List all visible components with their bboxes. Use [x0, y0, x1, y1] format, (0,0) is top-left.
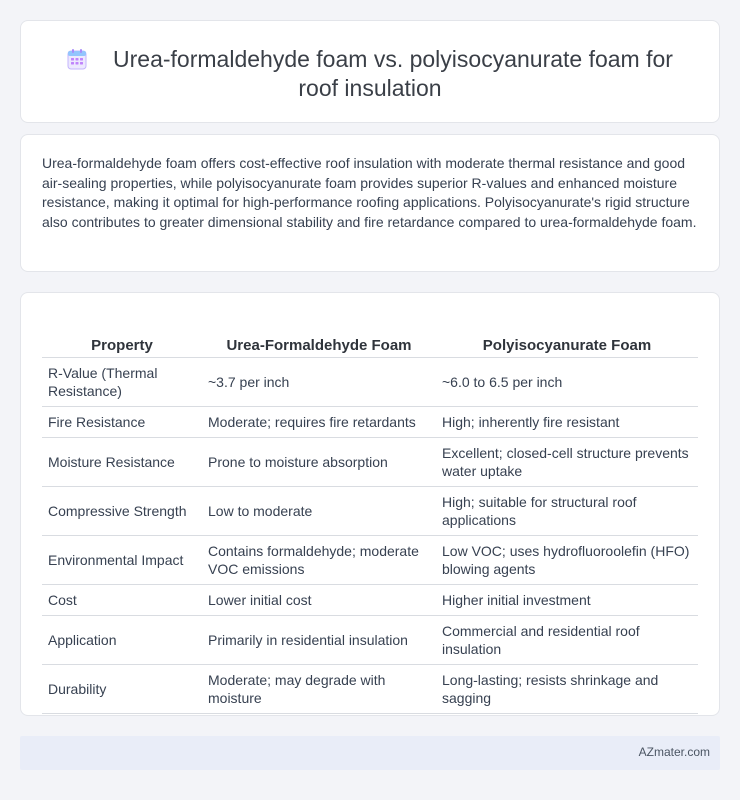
page-title: Urea-formaldehyde foam vs. polyisocyanurate foam for roof insulation — [113, 46, 673, 101]
summary-text: Urea-formaldehyde foam offers cost-effective roof insulation with moderate thermal resistance and good air-sealing properties, while polyisocyanurate foam provides superior R-values and enhanced moisture resistance, making it optimal for high-performance roofing applications. Polyisocyanurate's rigid structure also contributes to greater dimensional stability and fire retardance compared to urea-formaldehyde foam. — [42, 155, 697, 230]
table-row — [42, 357, 698, 406]
column-header-urea-formaldehyde: Urea-Formaldehyde Foam — [202, 313, 436, 357]
property-cell: Moisture Resistance — [42, 437, 202, 486]
polyiso-value-cell: High; inherently fire resistant — [436, 406, 698, 437]
table-row — [42, 664, 698, 713]
column-header-polyisocyanurate: Polyisocyanurate Foam — [436, 313, 698, 357]
urea-value-cell: Moderate; requires fire retardants — [202, 406, 436, 437]
urea-value-cell: Contains formaldehyde; moderate VOC emissions — [202, 535, 436, 584]
property-cell: Fire Resistance — [42, 406, 202, 437]
table-row — [42, 584, 698, 615]
page-title-container — [21, 45, 719, 103]
polyiso-value-cell: Higher initial investment — [436, 584, 698, 615]
urea-value-cell: Primarily in residential insulation — [202, 615, 436, 664]
property-cell: Cost — [42, 584, 202, 615]
polyiso-value-cell: Low VOC; uses hydrofluoroolefin (HFO) blowing agents — [436, 535, 698, 584]
urea-value-cell: Moderate; may degrade with moisture — [202, 664, 436, 713]
property-cell: Environmental Impact — [42, 535, 202, 584]
property-cell: Compressive Strength — [42, 486, 202, 535]
table-row — [42, 486, 698, 535]
column-header-property: Property — [42, 313, 202, 357]
polyiso-value-cell: High; suitable for structural roof applications — [436, 486, 698, 535]
footer-brand: AZmater.com — [638, 745, 710, 759]
summary-card — [20, 134, 720, 272]
table-row — [42, 535, 698, 584]
polyiso-value-cell: Excellent; closed-cell structure prevents water uptake — [436, 437, 698, 486]
urea-value-cell: Lower initial cost — [202, 584, 436, 615]
urea-value-cell: Low to moderate — [202, 486, 436, 535]
property-cell: Application — [42, 615, 202, 664]
polyiso-value-cell: Long-lasting; resists shrinkage and sagging — [436, 664, 698, 713]
table-row — [42, 437, 698, 486]
urea-value-cell: Prone to moisture absorption — [202, 437, 436, 486]
urea-value-cell: ~3.7 per inch — [202, 357, 436, 406]
property-cell: Durability — [42, 664, 202, 713]
comparison-table — [42, 313, 698, 714]
title-card — [20, 20, 720, 123]
table-row — [42, 615, 698, 664]
polyiso-value-cell: ~6.0 to 6.5 per inch — [436, 357, 698, 406]
comparison-table-card — [20, 292, 720, 716]
polyiso-value-cell: Commercial and residential roof insulation — [436, 615, 698, 664]
table-header-row — [42, 313, 698, 357]
table-row — [42, 406, 698, 437]
calendar-grid-icon — [67, 48, 87, 70]
footer-bar — [20, 736, 720, 770]
property-cell: R-Value (Thermal Resistance) — [42, 357, 202, 406]
